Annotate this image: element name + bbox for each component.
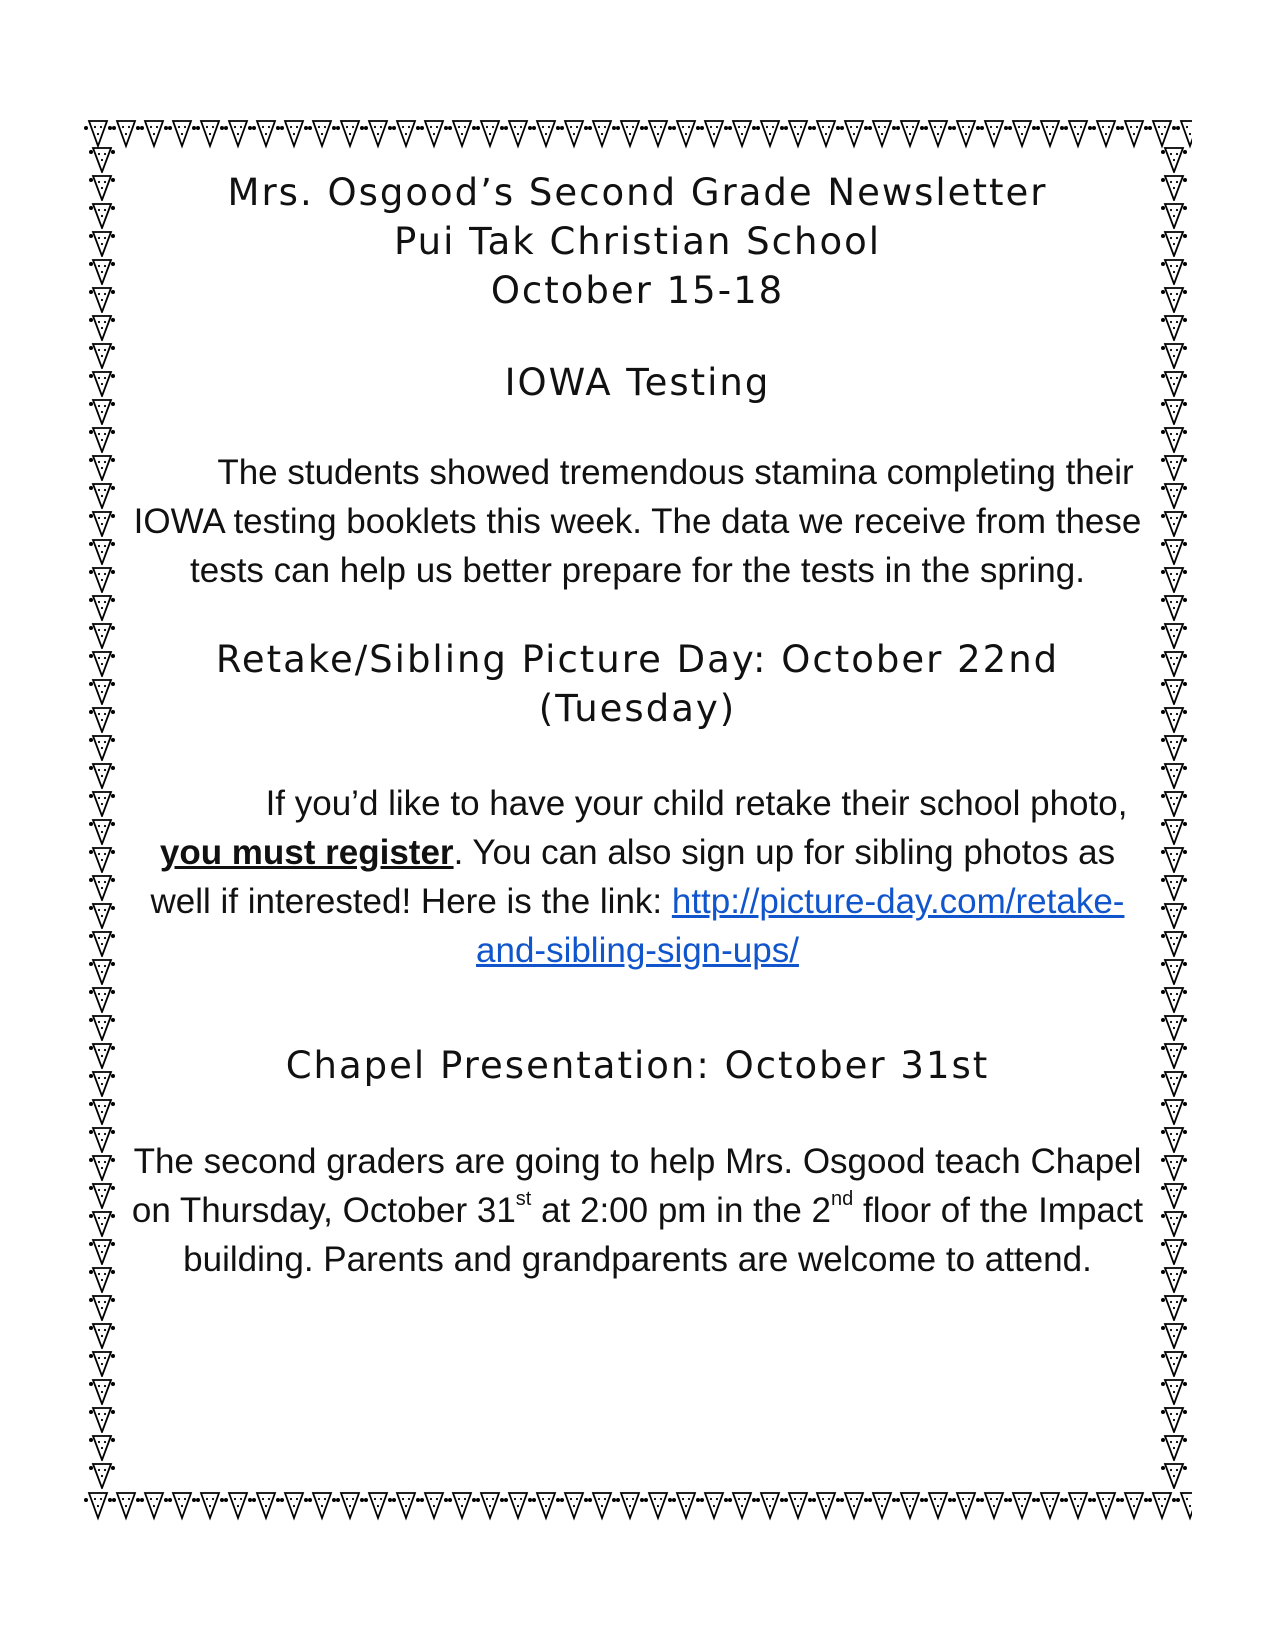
register-emphasis: you must register — [159, 833, 454, 872]
chapel-paragraph — [130, 1137, 1145, 1284]
pennant-border-top-icon — [84, 115, 1192, 151]
chapel-heading: Chapel Presentation: October 31st — [285, 1044, 990, 1087]
ordinal-st: st — [515, 1188, 532, 1211]
title-line-school: Pui Tak Christian School — [393, 220, 882, 263]
newsletter-title — [130, 168, 1145, 315]
iowa-body: The students showed tremendous stamina completing their IOWA testing booklets this week. The data we receive from these tests can help us better prepare for the tests in the spring. — [133, 453, 1142, 590]
title-line-dates: October 15-18 — [490, 269, 785, 312]
retake-heading — [130, 635, 1145, 733]
retake-paragraph — [130, 779, 1145, 975]
pennant-border-right-icon — [1156, 145, 1192, 1490]
ordinal-nd: nd — [831, 1188, 854, 1211]
retake-heading-line1: Retake/Sibling Picture Day: October 22nd — [215, 638, 1060, 681]
chapel-body-part3: floor of the Impact building. Parents and grandparents are welcome to attend. — [183, 1191, 1144, 1279]
chapel-body-part1: The second graders are going to help Mrs. Osgood teach Chapel on Thursday, October 31 — [131, 1142, 1142, 1230]
newsletter-content — [130, 160, 1145, 1284]
chapel-body-part2: at 2:00 pm in the 2 — [531, 1191, 831, 1230]
pennant-border-bottom-icon — [84, 1487, 1192, 1523]
picture-day-link[interactable]: http://picture-day.com/retake-and-sibling-sign-ups/ — [476, 882, 1125, 970]
retake-body-part1: If you’d like to have your child retake their school photo, — [265, 784, 1128, 823]
retake-body-part2: . You can also sign up for sibling photos as well if interested! Here is the link: — [150, 833, 1116, 921]
pennant-border-left-icon — [84, 145, 120, 1490]
retake-heading-line2: (Tuesday) — [538, 687, 737, 730]
iowa-paragraph — [130, 448, 1145, 595]
title-line-teacher: Mrs. Osgood’s Second Grade Newsletter — [227, 171, 1048, 214]
iowa-heading: IOWA Testing — [504, 361, 771, 404]
